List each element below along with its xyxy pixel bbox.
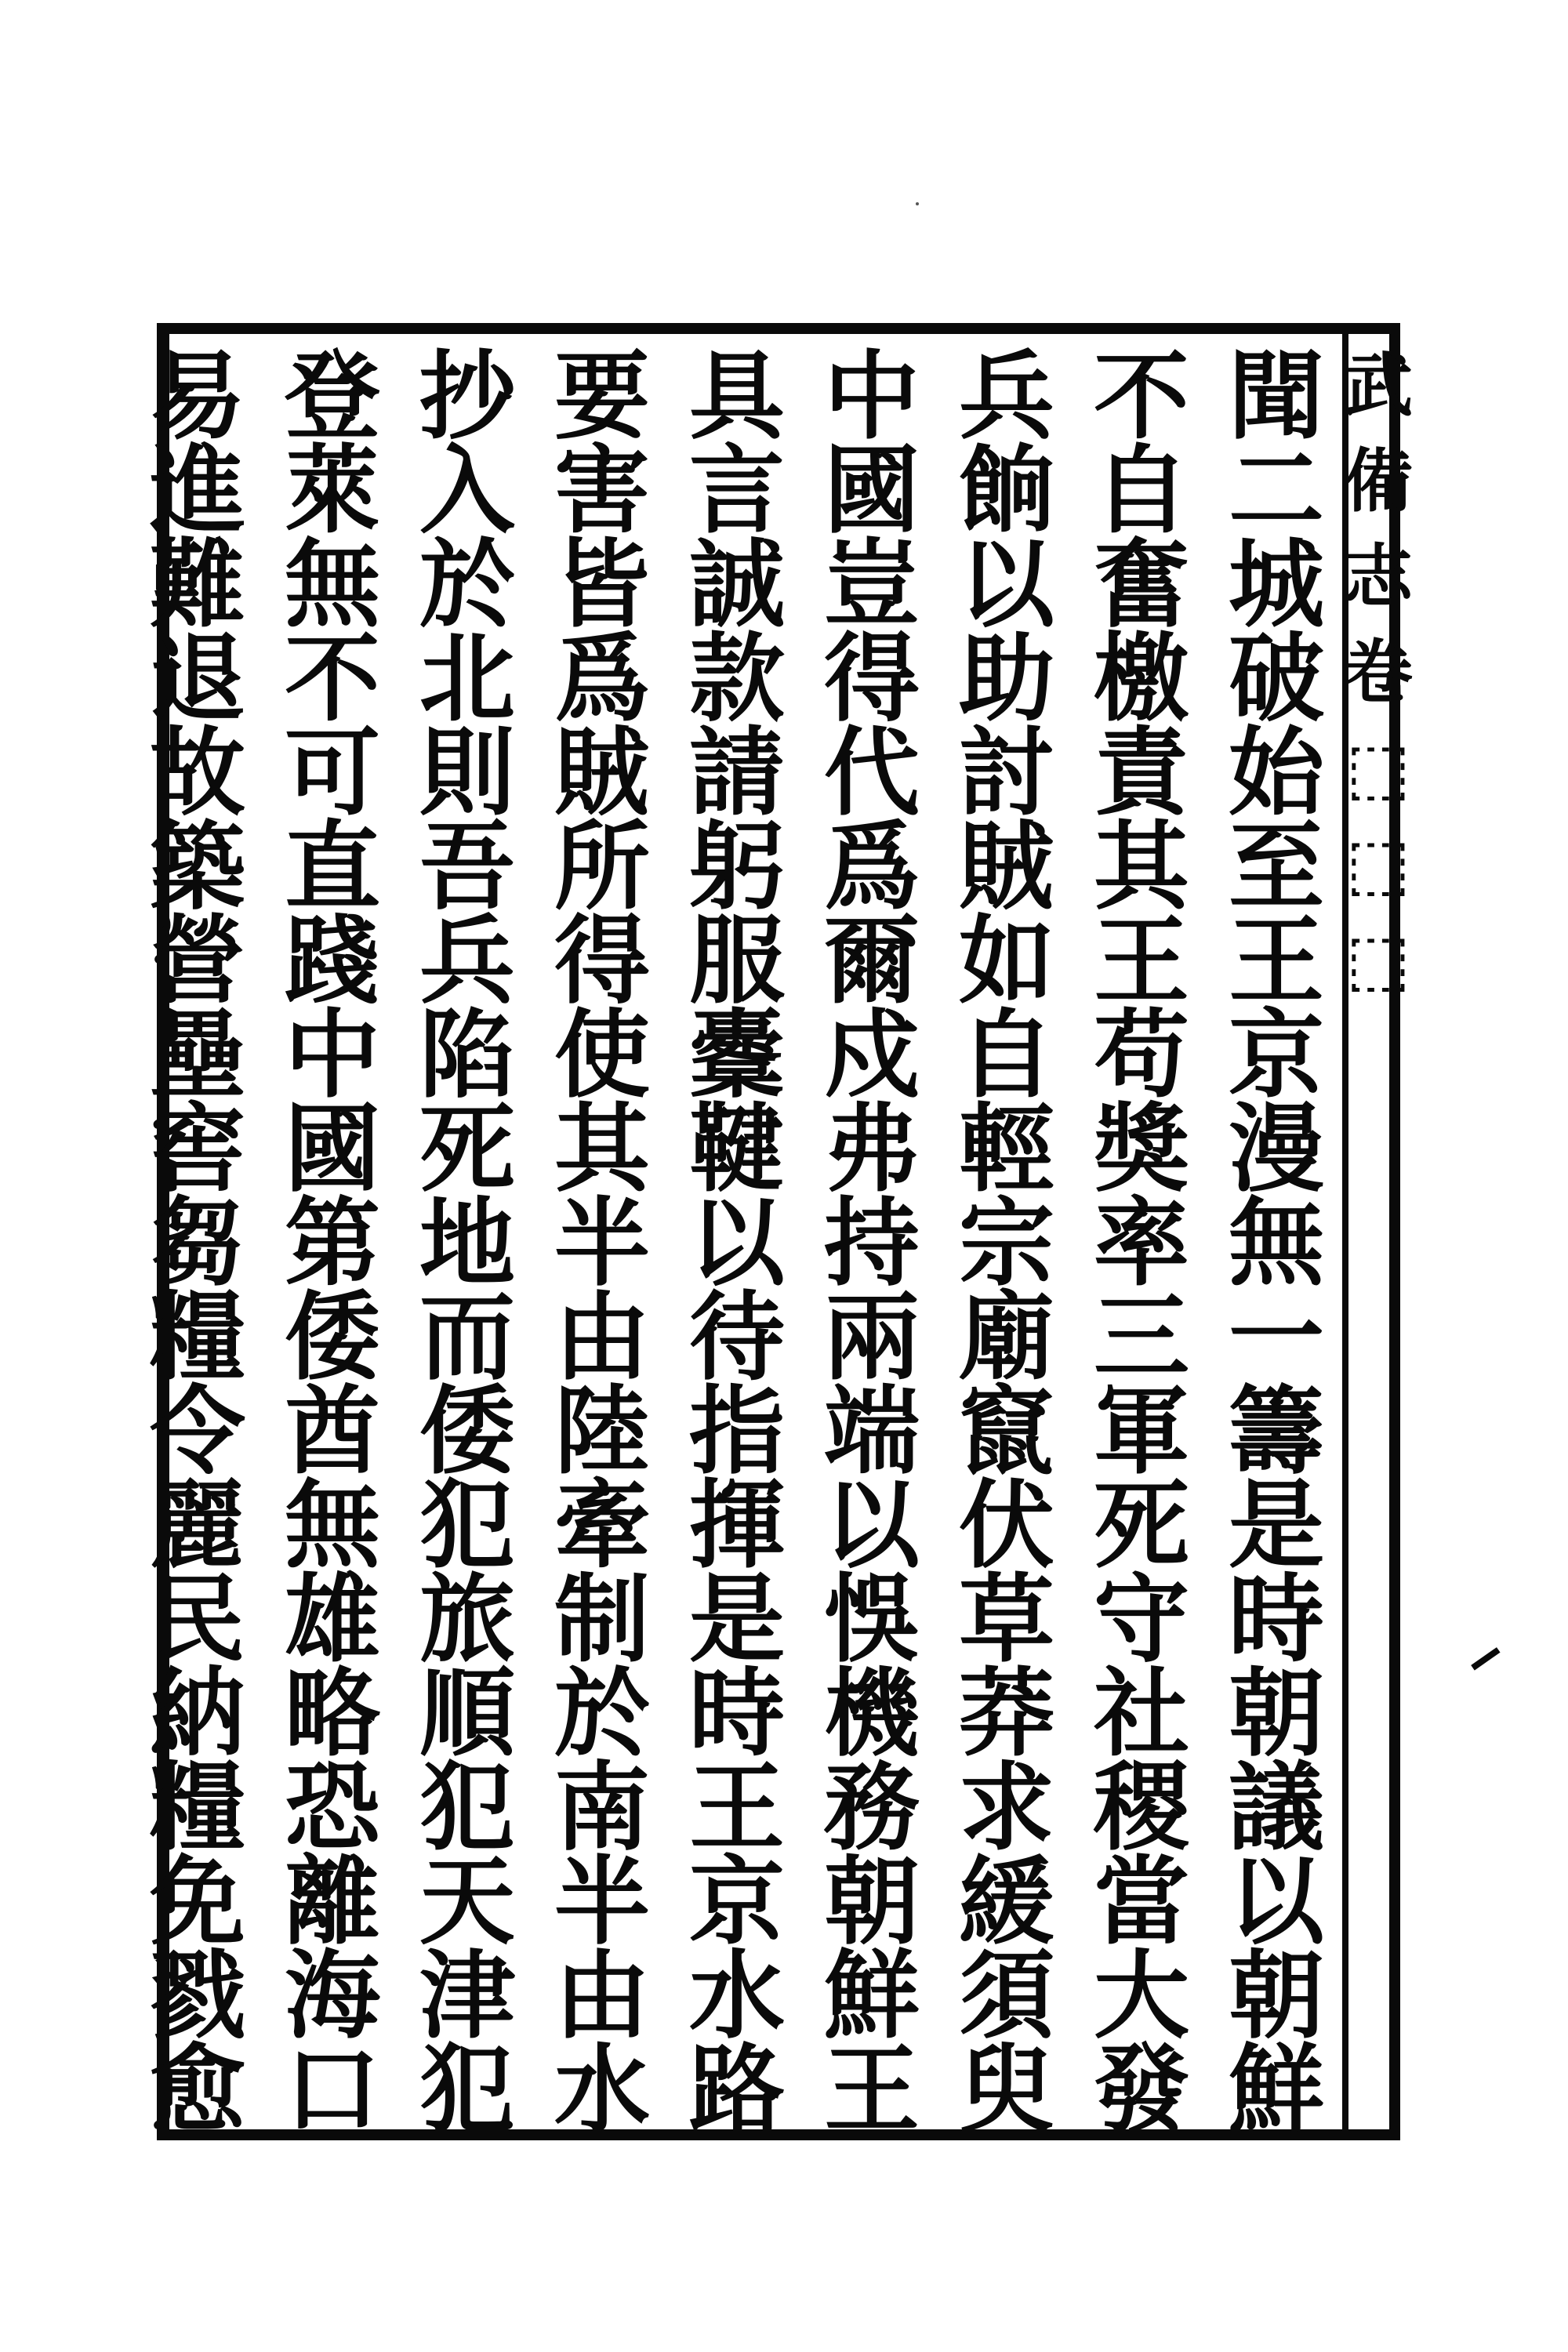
text-char: 餉 xyxy=(959,434,1054,546)
text-char: 兩 xyxy=(824,1280,920,1393)
text-char: 犯 xyxy=(419,2033,515,2146)
text-char: 檄 xyxy=(1094,622,1189,735)
text-char: 戍 xyxy=(824,998,920,1111)
text-char: 害 xyxy=(554,434,650,546)
text-char: 兵 xyxy=(959,339,1054,452)
text-char: 求 xyxy=(959,1751,1054,1864)
header-char: 備 xyxy=(1344,440,1414,521)
text-char: 京 xyxy=(689,1845,785,1958)
text-char: 至 xyxy=(1229,810,1324,923)
text-char: 城 xyxy=(1229,528,1324,641)
text-char: 入 xyxy=(419,434,515,546)
text-char: 不 xyxy=(285,622,380,735)
text-char: 責 xyxy=(1094,716,1189,829)
text-char: 雄 xyxy=(285,1563,380,1675)
text-char: 款 xyxy=(689,622,785,735)
text-char: 略 xyxy=(285,1657,380,1769)
text-char: 中 xyxy=(285,998,380,1111)
text-char: 守 xyxy=(1094,1563,1189,1675)
text-char: 輕 xyxy=(959,1092,1054,1205)
text-char: 倭 xyxy=(285,1280,380,1393)
text-char: 是 xyxy=(689,1563,785,1675)
text-char: 兵 xyxy=(419,904,515,1017)
text-char: 鮮 xyxy=(824,1939,920,2052)
text-char: 持 xyxy=(824,1186,920,1299)
text-char: 津 xyxy=(419,1939,515,2052)
text-char: 如 xyxy=(959,904,1054,1017)
text-char: 是 xyxy=(1229,1468,1324,1581)
text-char: 制 xyxy=(554,1563,650,1675)
text-char: 自 xyxy=(959,998,1054,1111)
text-char: 鞬 xyxy=(689,1092,785,1205)
text-char: 發 xyxy=(1094,2033,1189,2146)
text-char: 直 xyxy=(285,810,380,923)
text-char: 營 xyxy=(150,904,245,1017)
text-char: 水 xyxy=(689,1939,785,2052)
text-char: 要 xyxy=(554,339,650,452)
running-header xyxy=(1344,337,1414,1000)
text-char: 待 xyxy=(689,1280,785,1393)
text-char: 朝 xyxy=(824,1845,920,1958)
text-char: 以 xyxy=(1229,1845,1324,1958)
text-char: 吾 xyxy=(419,810,515,923)
text-column-3 xyxy=(940,339,1073,2146)
text-char: 一 xyxy=(1229,1280,1324,1393)
text-char: 退 xyxy=(150,622,245,735)
text-column-6 xyxy=(535,339,669,2146)
text-char: 半 xyxy=(554,1186,650,1299)
text-char: 愈 xyxy=(150,2033,245,2146)
text-char: 臾 xyxy=(959,2033,1054,2146)
text-char: 聞 xyxy=(1229,339,1324,452)
text-char: 討 xyxy=(959,716,1054,829)
text-char: 指 xyxy=(689,1374,785,1487)
text-char: 豈 xyxy=(824,528,920,641)
text-char: 爲 xyxy=(554,622,650,735)
text-char: 廟 xyxy=(959,1280,1054,1393)
text-char: 酋 xyxy=(285,1374,380,1487)
text-char: 北 xyxy=(419,622,515,735)
text-char: 易 xyxy=(150,339,245,452)
text-char: 務 xyxy=(824,1751,920,1864)
text-column-5 xyxy=(670,339,804,2146)
text-char: 伏 xyxy=(959,1468,1054,1581)
text-char: 其 xyxy=(1094,810,1189,923)
text-char: 議 xyxy=(1229,1751,1324,1864)
text-char: 壘 xyxy=(150,998,245,1111)
text-char: 使 xyxy=(554,998,650,1111)
text-char: 所 xyxy=(554,810,650,923)
text-char: 萊 xyxy=(285,434,380,546)
header-char: ⬚ xyxy=(1345,918,1411,1000)
header-char: ⬚ xyxy=(1345,822,1411,904)
text-char: 王 xyxy=(1094,904,1189,1017)
text-char: 故 xyxy=(150,716,245,829)
text-column-4 xyxy=(805,339,938,2146)
text-char: 率 xyxy=(1094,1186,1189,1299)
text-char: 恐 xyxy=(285,1751,380,1864)
text-char: 稷 xyxy=(1094,1751,1189,1864)
text-char: 窖 xyxy=(150,1092,245,1205)
text-char: 時 xyxy=(689,1657,785,1769)
text-char: 令 xyxy=(150,1374,245,1487)
text-char: 宗 xyxy=(959,1186,1054,1299)
text-char: 大 xyxy=(1094,1939,1189,2052)
text-char: 籌 xyxy=(1229,1374,1324,1487)
text-char: 半 xyxy=(554,1845,650,1958)
text-char: 旅 xyxy=(419,1563,515,1675)
text-char: 服 xyxy=(689,904,785,1017)
text-char: 死 xyxy=(419,1092,515,1205)
text-char: 奮 xyxy=(1094,528,1189,641)
text-char: 以 xyxy=(824,1468,920,1581)
text-char: 民 xyxy=(150,1563,245,1675)
text-char: 以 xyxy=(959,528,1054,641)
header-char: 武 xyxy=(1344,344,1414,426)
text-char: 言 xyxy=(689,434,785,546)
text-char: 無 xyxy=(285,1468,380,1581)
text-char: 難 xyxy=(150,528,245,641)
text-char: 芻 xyxy=(150,1186,245,1299)
text-char: 得 xyxy=(824,622,920,735)
text-char: 誠 xyxy=(689,528,785,641)
text-char: 離 xyxy=(285,1845,380,1958)
text-char: 櫜 xyxy=(689,998,785,1111)
text-column-9 xyxy=(131,339,264,2146)
text-char: 牽 xyxy=(554,1468,650,1581)
text-char: 納 xyxy=(150,1657,245,1769)
text-char: 死 xyxy=(1094,1468,1189,1581)
text-char: 糧 xyxy=(150,1280,245,1393)
text-char: 二 xyxy=(1229,434,1324,546)
text-char: 竄 xyxy=(959,1374,1054,1487)
text-char: 始 xyxy=(1229,716,1324,829)
text-char: 國 xyxy=(824,434,920,546)
text-char: 爲 xyxy=(824,810,920,923)
text-char: 賊 xyxy=(959,810,1054,923)
text-char: 其 xyxy=(554,1092,650,1205)
margin-tick-mark xyxy=(1460,1632,1500,1670)
text-char: 第 xyxy=(285,1186,380,1299)
text-char: 地 xyxy=(419,1186,515,1299)
text-char: 進 xyxy=(150,434,245,546)
text-char: 天 xyxy=(419,1845,515,1958)
text-char: 陷 xyxy=(419,998,515,1111)
text-char: 破 xyxy=(1229,622,1324,735)
text-char: 端 xyxy=(824,1374,920,1487)
text-char: 可 xyxy=(285,716,380,829)
text-char: 爾 xyxy=(824,904,920,1017)
text-char: 築 xyxy=(150,810,245,923)
text-char: 口 xyxy=(285,2033,380,2146)
text-char: 三 xyxy=(1094,1280,1189,1393)
text-char: 國 xyxy=(285,1092,380,1205)
text-char: 自 xyxy=(1094,434,1189,546)
text-char: 請 xyxy=(689,716,785,829)
text-char: 須 xyxy=(959,1939,1054,2052)
text-char: 具 xyxy=(689,339,785,452)
text-char: 揮 xyxy=(689,1468,785,1581)
text-char: 糧 xyxy=(150,1751,245,1864)
text-char: 躬 xyxy=(689,810,785,923)
text-char: 由 xyxy=(554,1280,650,1393)
text-char: 不 xyxy=(1094,339,1189,452)
text-char: 則 xyxy=(419,716,515,829)
text-char: 而 xyxy=(419,1280,515,1393)
text-char: 無 xyxy=(285,528,380,641)
text-char: 京 xyxy=(1229,998,1324,1111)
text-char: 代 xyxy=(824,716,920,829)
text-column-2 xyxy=(1075,339,1208,2146)
text-char: 軍 xyxy=(1094,1374,1189,1487)
text-char: 麗 xyxy=(150,1468,245,1581)
text-char: 朝 xyxy=(1229,1939,1324,2052)
text-char: 南 xyxy=(554,1751,650,1864)
text-char: 弗 xyxy=(824,1092,920,1205)
text-char: 王 xyxy=(1229,904,1324,1017)
text-char: 皆 xyxy=(554,528,650,641)
text-char: 當 xyxy=(1094,1845,1189,1958)
text-char: 登 xyxy=(285,339,380,452)
text-column-7 xyxy=(401,339,534,2146)
header-char: 卷 xyxy=(1344,631,1414,713)
text-char: 於 xyxy=(554,1657,650,1769)
text-char: 以 xyxy=(689,1186,785,1299)
text-char: 朝 xyxy=(1229,1657,1324,1769)
text-char: 社 xyxy=(1094,1657,1189,1769)
text-char: 路 xyxy=(689,2033,785,2146)
text-char: 海 xyxy=(285,1939,380,2052)
text-char: 悞 xyxy=(824,1563,920,1675)
paper-speck xyxy=(916,202,919,205)
text-column-1 xyxy=(1210,339,1343,2146)
text-char: 於 xyxy=(419,528,515,641)
text-char: 陸 xyxy=(554,1374,650,1487)
text-char: 免 xyxy=(150,1845,245,1958)
text-char: 抄 xyxy=(419,339,515,452)
text-column-8 xyxy=(266,339,399,2146)
text-char: 倭 xyxy=(419,1374,515,1487)
text-char: 王 xyxy=(689,1751,785,1864)
text-char: 鮮 xyxy=(1229,2033,1324,2146)
text-char: 莽 xyxy=(959,1657,1054,1769)
text-char: 賊 xyxy=(554,716,650,829)
header-char: ⬚ xyxy=(1345,727,1411,808)
text-char: 王 xyxy=(824,2033,920,2146)
text-char: 中 xyxy=(824,339,920,452)
text-char: 犯 xyxy=(419,1751,515,1864)
text-char: 緩 xyxy=(959,1845,1054,1958)
text-char: 戮 xyxy=(150,1939,245,2052)
text-char: 得 xyxy=(554,904,650,1017)
text-char: 時 xyxy=(1229,1563,1324,1675)
text-char: 順 xyxy=(419,1657,515,1769)
text-char: 漫 xyxy=(1229,1092,1324,1205)
header-char: 志 xyxy=(1344,535,1414,617)
text-char: 獎 xyxy=(1094,1092,1189,1205)
text-char: 無 xyxy=(1229,1186,1324,1299)
text-char: 助 xyxy=(959,622,1054,735)
text-char: 犯 xyxy=(419,1468,515,1581)
text-char: 苟 xyxy=(1094,998,1189,1111)
text-char: 機 xyxy=(824,1657,920,1769)
text-char: 由 xyxy=(554,1939,650,2052)
text-char: 水 xyxy=(554,2033,650,2146)
text-char: 草 xyxy=(959,1563,1054,1675)
text-char: 踐 xyxy=(285,904,380,1017)
